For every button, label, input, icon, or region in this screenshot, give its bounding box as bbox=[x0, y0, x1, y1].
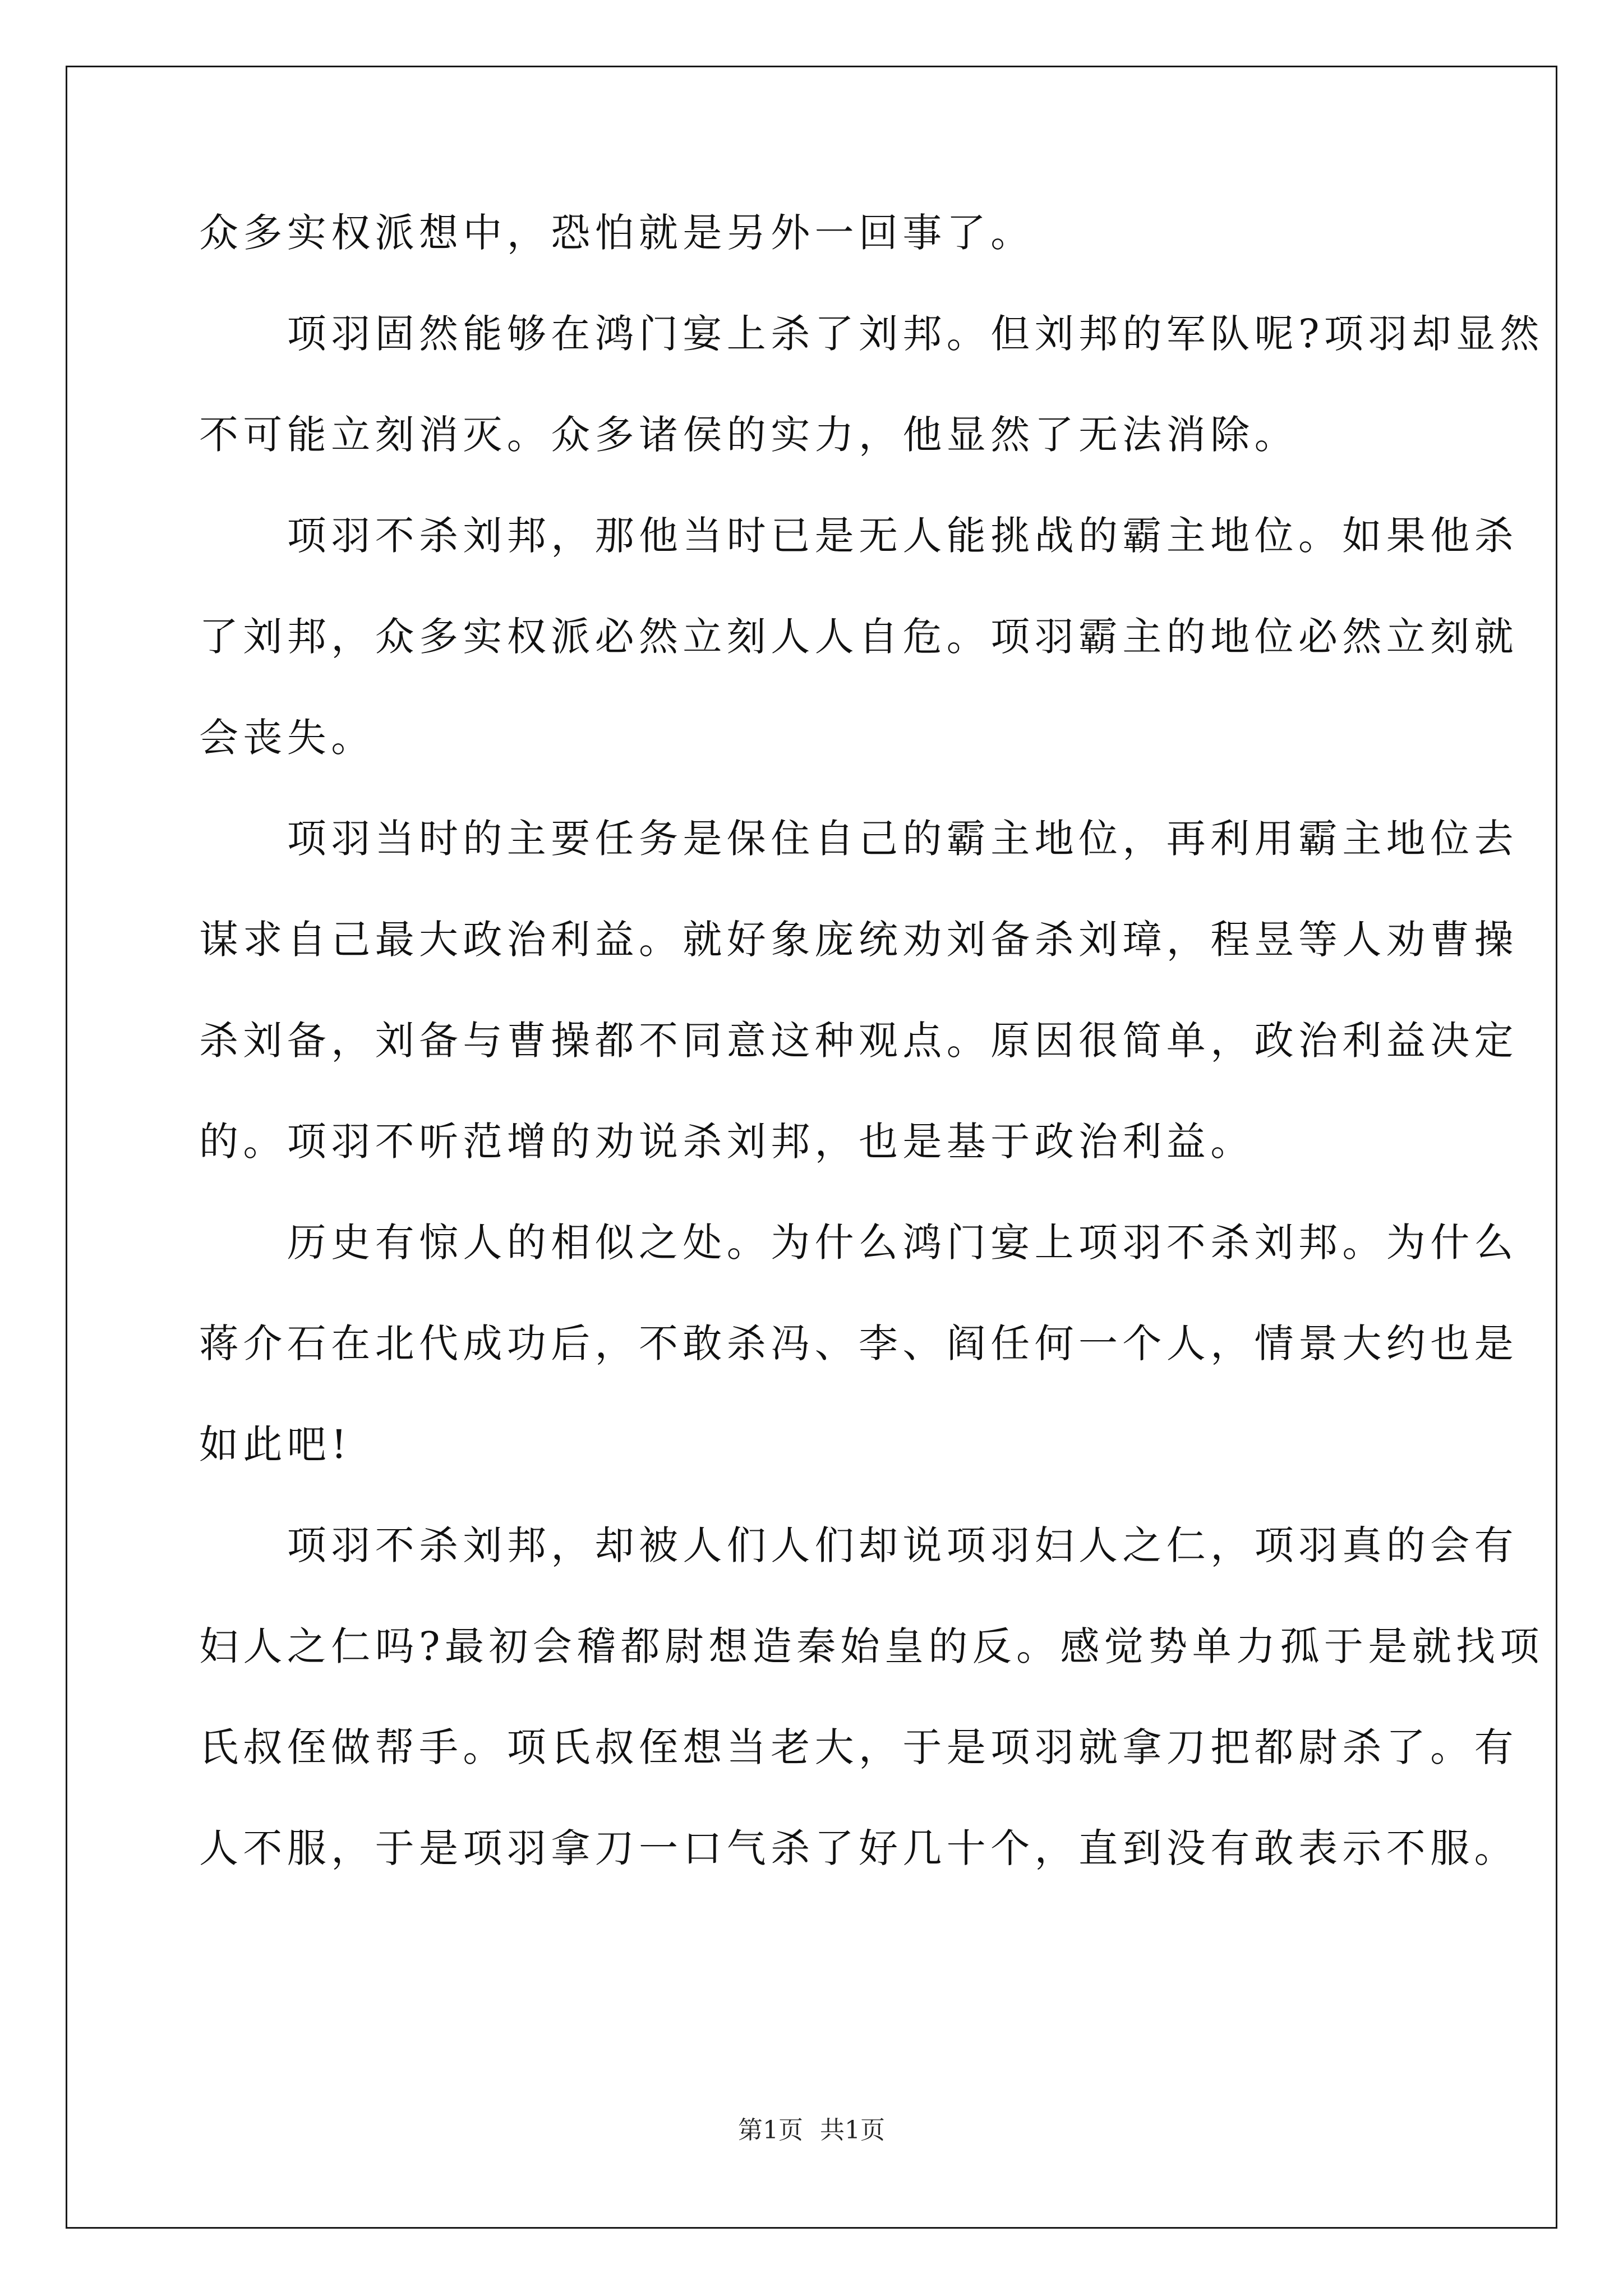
text-line: 项羽当时的主要任务是保住自己的霸主地位，再利用霸主地位去 bbox=[199, 816, 1518, 862]
text-line: 了刘邦，众多实权派必然立刻人人自危。项羽霸主的地位必然立刻就 bbox=[199, 614, 1518, 660]
text-line: 项羽固然能够在鸿门宴上杀了刘邦。但刘邦的军队呢?项羽却显然 bbox=[199, 311, 1544, 357]
text-line: 如此吧! bbox=[199, 1421, 352, 1467]
page-footer bbox=[0, 2114, 1623, 2147]
text-line: 历史有惊人的相似之处。为什么鸿门宴上项羽不杀刘邦。为什么 bbox=[199, 1220, 1518, 1266]
text-line: 项羽不杀刘邦，却被人们人们却说项羽妇人之仁，项羽真的会有 bbox=[199, 1522, 1518, 1568]
text-line: 不可能立刻消灭。众多诸侯的实力，他显然了无法消除。 bbox=[199, 412, 1298, 458]
text-line: 蒋介石在北代成功后，不敢杀冯、李、阎任何一个人，情景大约也是 bbox=[199, 1320, 1518, 1366]
text-line: 的。项羽不听范增的劝说杀刘邦，也是基于政治利益。 bbox=[199, 1119, 1255, 1165]
text-line: 众多实权派想中，恐怕就是另外一回事了。 bbox=[199, 210, 1035, 256]
text-line: 会丧失。 bbox=[199, 715, 375, 761]
text-line: 杀刘备，刘备与曹操都不同意这种观点。原因很简单，政治利益决定 bbox=[199, 1018, 1518, 1064]
text-line: 氏叔侄做帮手。项氏叔侄想当老大，于是项羽就拿刀把都尉杀了。有 bbox=[199, 1724, 1518, 1770]
text-line: 谋求自己最大政治利益。就好象庞统劝刘备杀刘璋，程昱等人劝曹操 bbox=[199, 917, 1518, 963]
page-number: 第1页 bbox=[738, 2116, 803, 2145]
page-total: 共1页 bbox=[820, 2116, 885, 2145]
text-line: 人不服，于是项羽拿刀一口气杀了好几十个，直到没有敢表示不服。 bbox=[199, 1825, 1518, 1871]
text-line: 项羽不杀刘邦，那他当时已是无人能挑战的霸主地位。如果他杀 bbox=[199, 513, 1518, 559]
text-line: 妇人之仁吗?最初会稽都尉想造秦始皇的反。感觉势单力孤于是就找项 bbox=[199, 1623, 1544, 1669]
